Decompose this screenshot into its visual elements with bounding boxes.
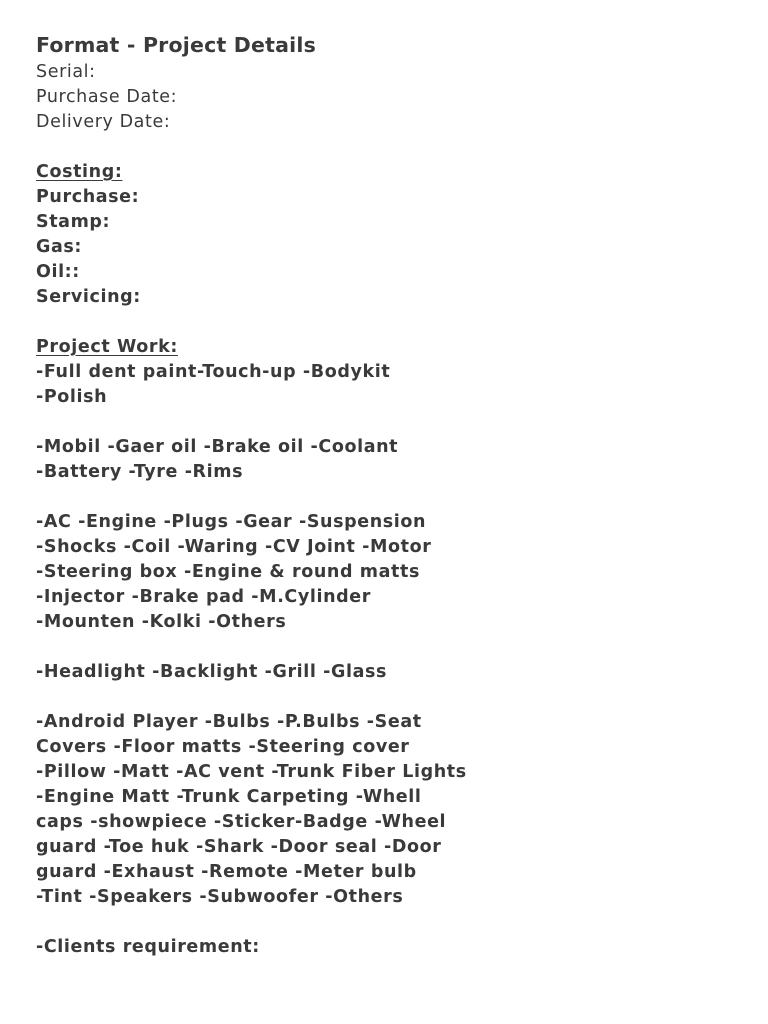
work-line: -Pillow -Matt -AC vent -Trunk Fiber Lights	[36, 762, 467, 782]
work-line: -Battery -Tyre -Rims	[36, 462, 244, 482]
clients-requirement-label: -Clients requirement:	[36, 937, 260, 957]
work-line: -Mounten -Kolki -Others	[36, 612, 287, 632]
document-title: Format - Project Details	[36, 33, 316, 57]
work-line: guard -Toe huk -Shark -Door seal -Door	[36, 837, 442, 857]
project-work-section	[36, 335, 746, 910]
costing-item-purchase: Purchase:	[36, 187, 140, 207]
details-section	[36, 60, 746, 135]
spacer	[36, 310, 746, 335]
project-work-heading: Project Work:	[36, 337, 178, 357]
spacer	[36, 485, 746, 510]
serial-label: Serial:	[36, 62, 96, 82]
delivery-date-label: Delivery Date:	[36, 112, 171, 132]
work-line: -Shocks -Coil -Waring -CV Joint -Motor	[36, 537, 432, 557]
work-line: -Full dent paint-Touch-up -Bodykit	[36, 362, 391, 382]
purchase-date-label: Purchase Date:	[36, 87, 178, 107]
work-line: guard -Exhaust -Remote -Meter bulb	[36, 862, 417, 882]
work-line: -Polish	[36, 387, 108, 407]
spacer	[36, 685, 746, 710]
work-group-body	[36, 360, 746, 410]
work-line: -Android Player -Bulbs -P.Bulbs -Seat	[36, 712, 422, 732]
costing-item-servicing: Servicing:	[36, 287, 141, 307]
work-line: -Steering box -Engine & round matts	[36, 562, 420, 582]
work-line: -AC -Engine -Plugs -Gear -Suspension	[36, 512, 427, 532]
work-line: -Injector -Brake pad -M.Cylinder	[36, 587, 371, 607]
spacer	[36, 910, 746, 935]
work-line: Covers -Floor matts -Steering cover	[36, 737, 410, 757]
work-group-mechanical	[36, 510, 746, 635]
costing-heading: Costing:	[36, 162, 123, 182]
work-line: -Tint -Speakers -Subwoofer -Others	[36, 887, 404, 907]
costing-item-oil: Oil::	[36, 262, 80, 282]
costing-section	[36, 160, 746, 310]
work-line: -Engine Matt -Trunk Carpeting -Whell	[36, 787, 422, 807]
spacer	[36, 635, 746, 660]
costing-item-gas: Gas:	[36, 237, 82, 257]
spacer	[36, 410, 746, 435]
work-group-accessories	[36, 710, 746, 910]
costing-item-stamp: Stamp:	[36, 212, 111, 232]
work-line: -Mobil -Gaer oil -Brake oil -Coolant	[36, 437, 399, 457]
document-page	[36, 31, 746, 960]
work-group-fluids	[36, 435, 746, 485]
work-line: -Headlight -Backlight -Grill -Glass	[36, 662, 388, 682]
work-group-lights	[36, 660, 746, 685]
work-line: caps -showpiece -Sticker-Badge -Wheel	[36, 812, 447, 832]
spacer	[36, 135, 746, 160]
